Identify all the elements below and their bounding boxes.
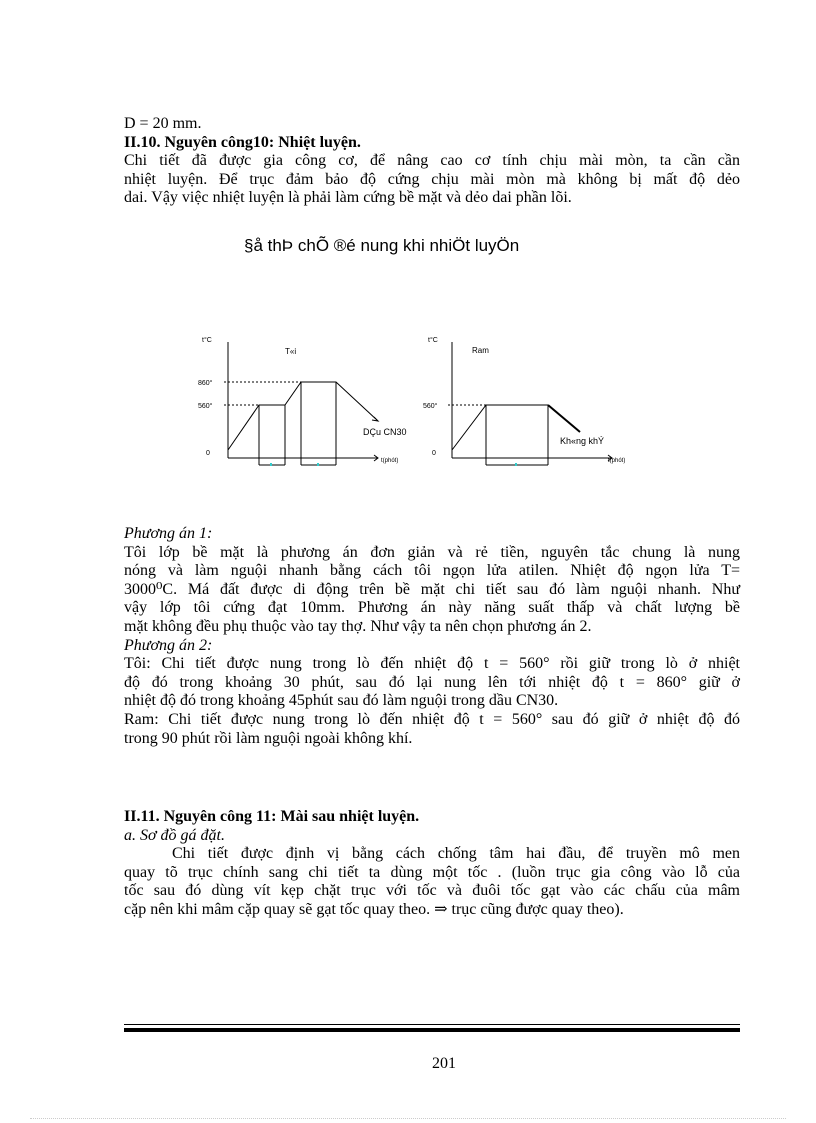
section-11-subheading: a. Sơ đồ gá đặt.	[124, 826, 225, 844]
marker-dot	[515, 463, 517, 466]
paragraph-line: 3000⁰C. Má đất được di động trên bề mặt chi tiết sau đó làm nguội nhanh. Như	[124, 580, 740, 598]
page-bottom-edge	[30, 1118, 786, 1119]
paragraph-line: nhiệt luyện. Để trục đảm bảo độ cứng chịu mài mòn mà không bị mất độ dẻo	[124, 170, 740, 188]
oil-note: DÇu CN30	[363, 427, 407, 437]
paragraph-line: nhiệt độ đó trong khoảng 45phút sau đó làm nguội trong dầu CN30.	[124, 692, 559, 710]
quench-curve	[228, 382, 378, 450]
marker-dot	[270, 463, 272, 466]
section-10	[124, 115, 740, 208]
paragraph-line: vậy lớp tôi cứng đạt 10mm. Phương án này năng suất thấp và chất lượng bề	[124, 599, 740, 617]
chart-label-temper: Ram	[472, 346, 489, 355]
marker-dot	[317, 463, 319, 466]
paragraph-line: quay tõ trục chính sang chi tiết ta dùng một tốc . (luồn trục gia công vào lỗ của	[124, 863, 740, 881]
option-2-heading: Phương án 2:	[124, 636, 213, 654]
intro-line: D = 20 mm.	[124, 115, 202, 132]
air-note: Kh«ng khÝ	[560, 436, 605, 446]
section-11-heading: II.11. Nguyên công 11: Mài sau nhiệt luyện.	[124, 808, 420, 825]
paragraph-line: mặt không đều phụ thuộc vào tay thợ. Như vậy ta nên chọn phương án 2.	[124, 617, 592, 635]
paragraph-line: Tôi: Chi tiết được nung trong lò đến nhiệt độ t = 560° rồi giữ trong lò ở nhiệt	[124, 655, 740, 673]
tick-label-560: 560°	[423, 403, 438, 410]
footer-rule-thick	[124, 1028, 740, 1032]
paragraph-line: trong 90 phút rồi làm nguội ngoài không khí.	[124, 729, 413, 747]
chart-label-quench: T«i	[285, 347, 297, 356]
tick-label-zero: 0	[206, 450, 210, 457]
quench-chart	[224, 342, 378, 465]
x-axis-label: t(phót)	[381, 458, 399, 464]
paragraph-line: Tôi lớp bề mặt là phương án đơn giản và rẻ tiền, nguyên tắc chung là nung	[124, 543, 740, 561]
paragraph-line: nóng và làm nguội nhanh bằng cách tôi ngọn lửa atilen. Nhiệt độ ngọn lửa T=	[124, 562, 740, 580]
paragraph-line: Ram: Chi tiết được nung trong lò đến nhiệt độ t = 560° sau đó giữ ở nhiệt độ đó	[124, 710, 740, 728]
options-section	[124, 525, 740, 748]
footer-rule-thin	[124, 1024, 740, 1025]
paragraph-line: cặp nên khi mâm cặp quay sẽ gạt tốc quay theo. ⇒ trục cũng được quay theo).	[124, 900, 624, 918]
air-cooling-line	[548, 405, 580, 432]
paragraph-line: độ đó trong khoảng 30 phút, sau đó lại nung lên tới nhiệt độ t = 860° giữ ở	[124, 673, 740, 691]
tempering-chart	[448, 342, 612, 465]
section-10-heading: II.10. Nguyên công10: Nhiệt luyện.	[124, 133, 361, 151]
x-axis-label: t(phót)	[608, 458, 626, 464]
tick-label-860: 860°	[198, 380, 213, 387]
diagram-title: §å thÞ chÕ ®é nung khi nhiÖt luyÖn	[244, 236, 520, 255]
page-number: 201	[432, 1055, 456, 1072]
paragraph-line: Chi tiết được định vị bằng cách chống tâm hai đầu, để truyền mô men	[172, 845, 740, 863]
section-11	[124, 808, 740, 920]
y-axis-label: t°C	[202, 337, 212, 344]
paragraph-line: dai. Vậy việc nhiệt luyện là phải làm cứng bề mặt và dẻo dai phần lõi.	[124, 189, 572, 207]
cooling-arrow	[372, 417, 378, 421]
y-axis-label: t°C	[428, 337, 438, 344]
paragraph-line: Chi tiết đã được gia công cơ, để nâng cao cơ tính chịu mài mòn, ta cần cần	[124, 152, 740, 170]
tick-label-zero: 0	[432, 450, 436, 457]
paragraph-line: tốc sau đó dùng vít kẹp chặt trục với tốc và đuôi tốc gạt vào các chấu của mâm	[124, 882, 740, 900]
tempering-curve	[452, 405, 548, 450]
tick-label-560: 560°	[198, 403, 213, 410]
option-1-heading: Phương án 1:	[124, 525, 213, 542]
heat-treatment-diagram	[180, 328, 640, 478]
